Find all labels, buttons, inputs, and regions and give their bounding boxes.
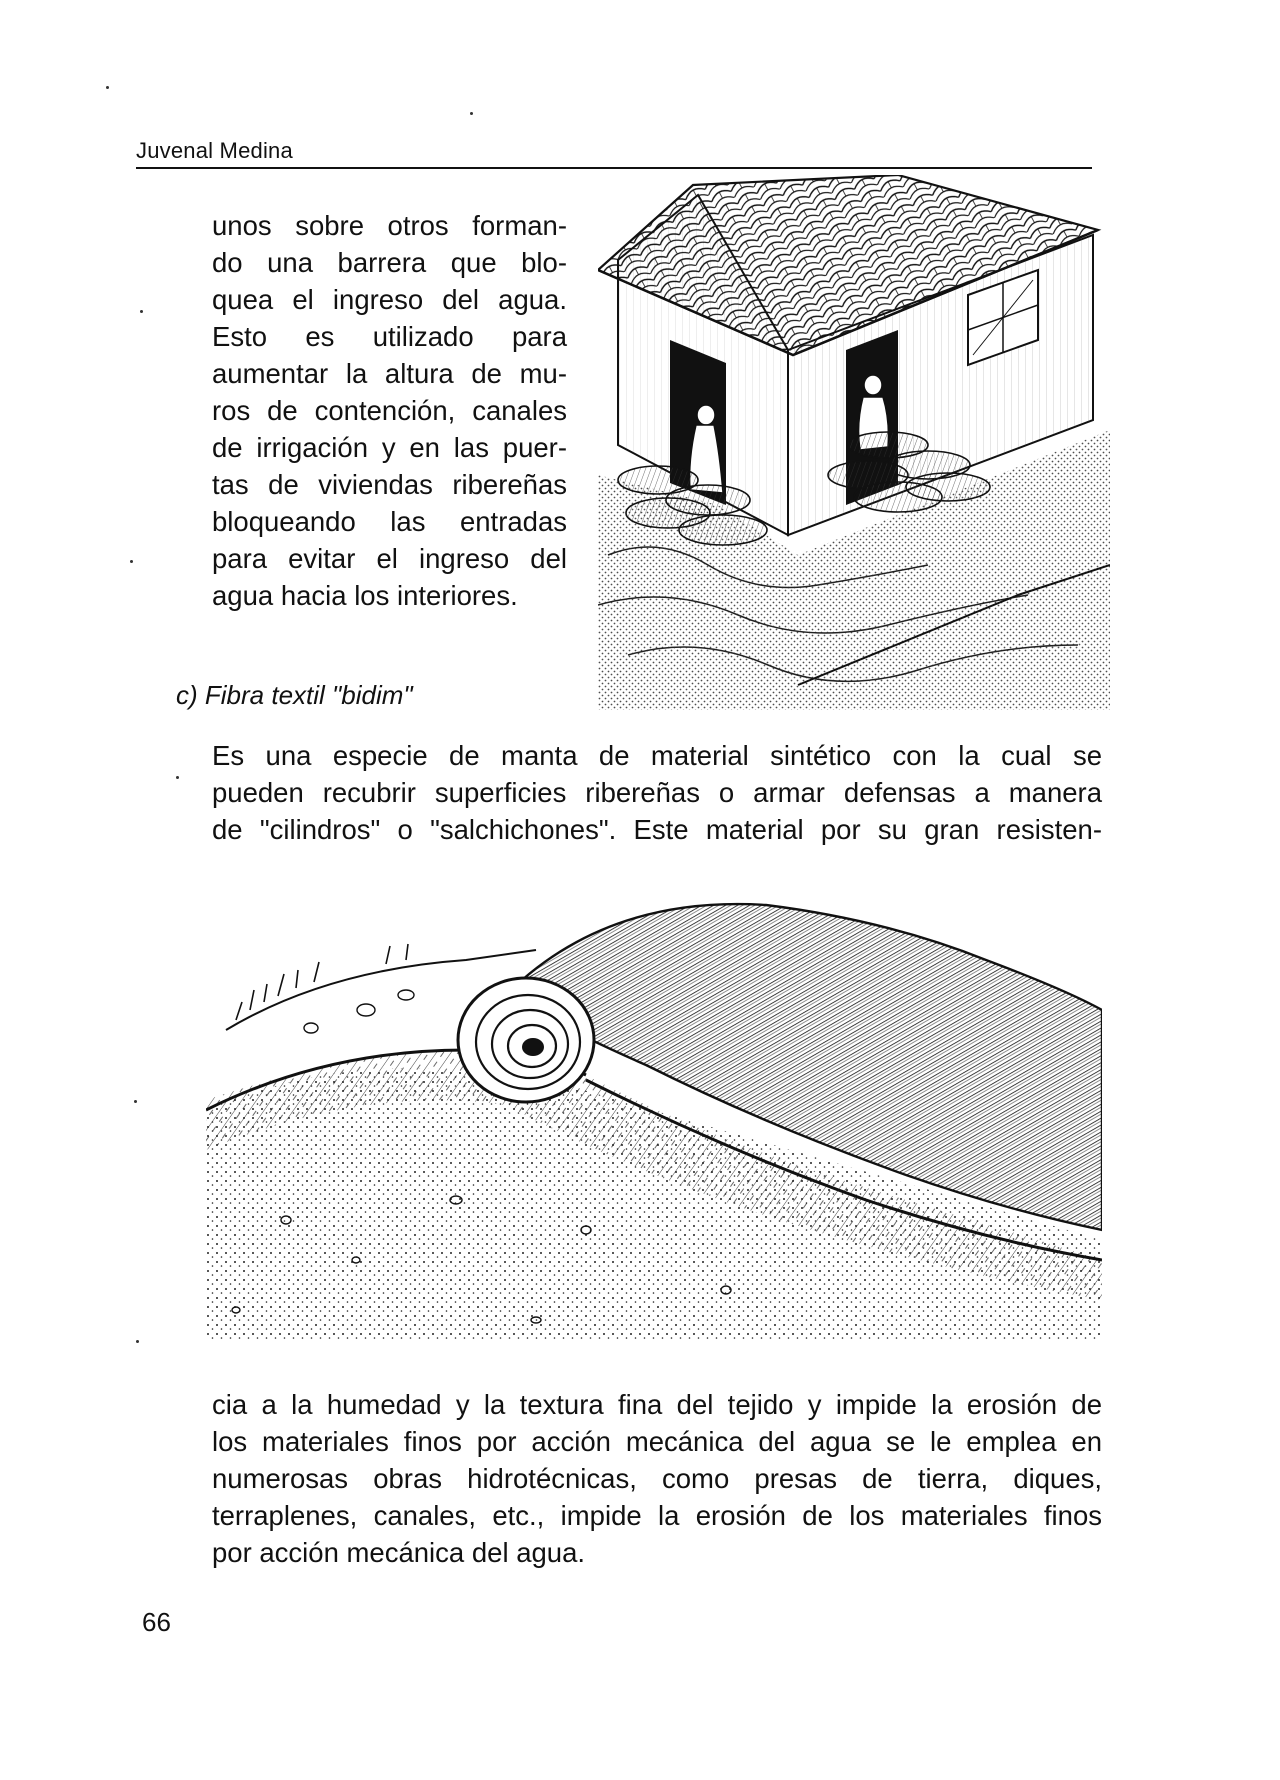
text-line: aumentar la altura de mu-	[212, 358, 567, 389]
roll-drawing	[206, 900, 1102, 1340]
scan-speck	[136, 1340, 139, 1343]
text-line: numerosas obras hidrotécnicas, como presas de tierra, diques,	[212, 1463, 1102, 1494]
text-line: de irrigación y en las puer-	[212, 432, 567, 463]
text-line: Es una especie de manta de material sintético con la cual se	[212, 740, 1102, 771]
text-line: do una barrera que blo-	[212, 247, 567, 278]
text-line: ros de contención, canales	[212, 395, 567, 426]
paragraph-bidim-uses	[212, 1386, 1102, 1571]
text-line: bloqueando las entradas	[212, 506, 567, 537]
house-drawing	[598, 175, 1110, 710]
scan-speck	[470, 112, 473, 115]
scan-speck	[134, 1100, 137, 1103]
running-head-author: Juvenal Medina	[136, 138, 293, 163]
text-line: para evitar el ingreso del	[212, 543, 567, 574]
scan-speck	[130, 560, 133, 563]
text-line: pueden recubrir superficies ribereñas o armar defensas a manera	[212, 777, 1102, 808]
text-line: de "cilindros" o "salchichones". Este material por su gran resisten-	[212, 814, 1102, 845]
text-line: quea el ingreso del agua.	[212, 284, 567, 315]
scan-speck	[106, 86, 109, 89]
paragraph-sandbags	[212, 207, 567, 614]
text-line: por acción mecánica del agua.	[212, 1537, 586, 1568]
text-line: Esto es utilizado para	[212, 321, 567, 352]
text-line: agua hacia los interiores.	[212, 580, 518, 611]
text-line: los materiales finos por acción mecánica del agua se le emplea en	[212, 1426, 1102, 1457]
page-number: 66	[142, 1607, 171, 1637]
scan-speck	[140, 310, 143, 313]
paragraph-bidim-intro	[212, 737, 1102, 848]
text-line: cia a la humedad y la textura fina del tejido y impide la erosión de	[212, 1389, 1102, 1420]
text-line: unos sobre otros forman-	[212, 210, 567, 241]
section-heading: c) Fibra textil "bidim"	[176, 680, 413, 710]
header-rule	[136, 167, 1092, 169]
scan-speck	[176, 776, 179, 779]
house-sandbag-illustration	[598, 175, 1110, 710]
geotextile-roll-illustration	[206, 900, 1102, 1340]
text-line: tas de viviendas ribereñas	[212, 469, 567, 500]
text-line: terraplenes, canales, etc., impide la erosión de los materiales finos	[212, 1500, 1102, 1531]
